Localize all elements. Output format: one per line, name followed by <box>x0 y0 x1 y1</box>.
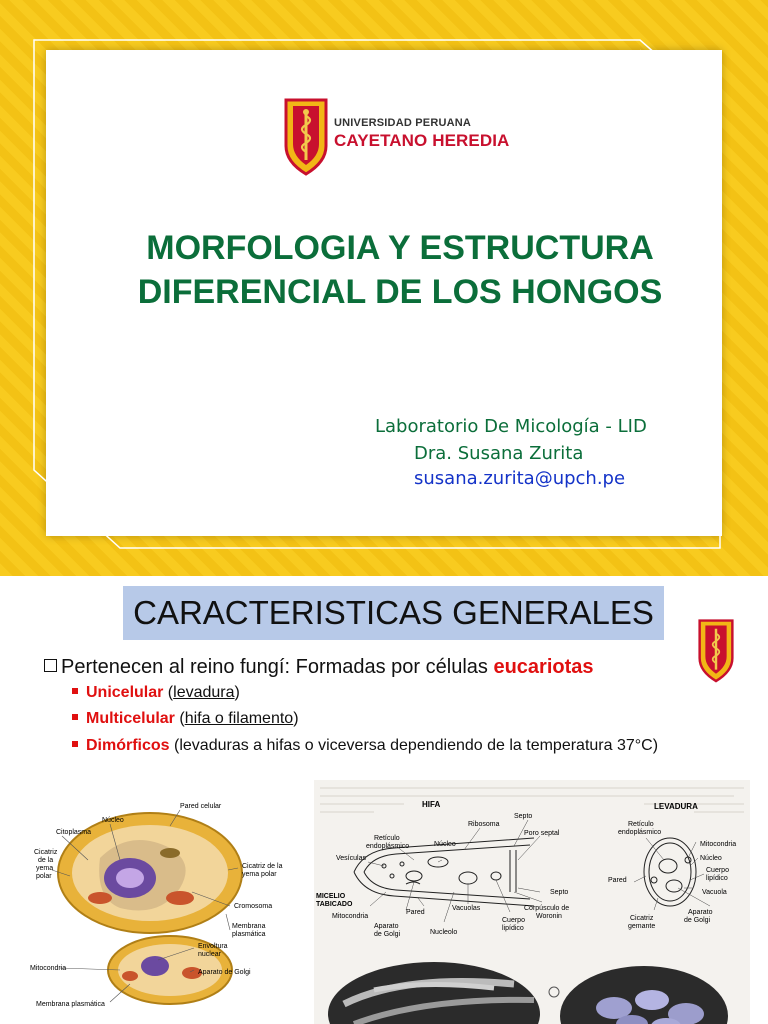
content-slide <box>0 576 768 1024</box>
label-cuerpo-2: lipídico <box>502 925 524 932</box>
paren-open: ( <box>163 684 174 701</box>
paren-open: ( <box>174 710 185 727</box>
label-corpusculo-2: Woronin <box>536 913 562 920</box>
term-unicelular: Unicelular <box>86 684 164 701</box>
label-cicatriz-polar-2: yema polar <box>242 871 277 878</box>
email-link[interactable]: susana.zurita@upch.pe <box>414 468 626 489</box>
slide-heading: CARACTERISTICAS GENERALES <box>133 594 654 631</box>
checkbox-bullet-icon <box>44 659 57 672</box>
label-cicatriz-4: polar <box>36 873 52 880</box>
label-nucleo: Núcleo <box>102 817 124 824</box>
main-bullet-highlight: eucariotas <box>493 656 594 678</box>
label-septo-2: Septo <box>550 889 569 896</box>
label-membrana-2: plasmática <box>232 931 266 938</box>
label-reticulo-1: Retículo <box>374 835 400 842</box>
main-bullet-text: Pertenecen al reino fungí: Formadas por células <box>61 656 494 678</box>
label-aparato-1: Aparato <box>374 923 399 930</box>
label-lev-pared: Pared <box>608 877 627 884</box>
label-mitocondria-hifa: Mitocondria <box>332 913 369 920</box>
label-cicatriz-polar-1: Cicatriz de la <box>242 863 283 870</box>
university-name-line2: CAYETANO HEREDIA <box>334 131 510 150</box>
bullet-unicelular <box>72 684 240 702</box>
label-lev-reticulo-1: Retículo <box>628 821 654 828</box>
label-micelio-2: TABICADO <box>316 901 353 908</box>
label-nucleo-hifa: Núcleo <box>434 841 456 848</box>
university-name-line1: UNIVERSIDAD PERUANA <box>334 117 472 129</box>
dimorficos-description: (levaduras a hifas o viceversa dependiendo de la temperatura 37°C) <box>169 737 659 754</box>
university-shield-logo-small <box>698 616 734 684</box>
label-mitocondria: Mitocondria <box>30 965 67 972</box>
title-line-1: MORFOLOGIA Y ESTRUCTURA <box>146 229 654 267</box>
label-lev-mitocondria: Mitocondria <box>700 841 737 848</box>
label-nucleolo: Nucleolo <box>430 929 458 936</box>
label-aparato-2: de Golgi <box>374 931 401 938</box>
label-lev-nucleo: Núcleo <box>700 855 722 862</box>
lab-name: Laboratorio De Micología - LID <box>375 416 647 437</box>
yeast-cell-illustration <box>30 798 300 1024</box>
label-lev-cuerpo-2: lipídico <box>706 875 728 882</box>
label-membrana-plasmatica: Membrana plasmática <box>36 1001 105 1008</box>
label-levadura: LEVADURA <box>654 802 698 811</box>
label-lev-cicatriz-1: Cicatriz <box>630 915 654 922</box>
label-micelio-1: MICELIO <box>316 893 346 900</box>
label-membrana-1: Membrana <box>232 923 266 930</box>
label-cuerpo-1: Cuerpo <box>502 917 525 924</box>
label-poro-septal: Poro septal <box>524 830 560 837</box>
heading-banner <box>123 586 664 640</box>
label-vacuolas: Vacuolas <box>452 905 481 912</box>
bullet-multicelular <box>72 710 299 728</box>
label-envoltura-2: nuclear <box>198 951 221 958</box>
label-lev-cuerpo-1: Cuerpo <box>706 867 729 874</box>
label-lev-vacuola: Vacuola <box>702 889 727 896</box>
slide-title <box>100 226 700 314</box>
doctor-name: Dra. Susana Zurita <box>414 443 584 464</box>
label-cromosoma: Cromosoma <box>234 903 273 910</box>
bullet-dimorficos <box>72 737 658 755</box>
square-bullet-icon <box>72 714 78 720</box>
square-bullet-icon <box>72 741 78 747</box>
hypha-yeast-diagram <box>314 780 750 1024</box>
square-bullet-icon <box>72 688 78 694</box>
label-ribosoma: Ribosoma <box>468 821 500 828</box>
underlined-hifa: hifa o filamento <box>184 710 294 727</box>
label-pared-celular: Pared celular <box>180 803 222 810</box>
underlined-levadura: levadura <box>173 684 235 701</box>
label-lev-aparato-1: Aparato <box>688 909 713 916</box>
term-dimorficos: Dimórficos <box>86 737 170 754</box>
paren-close: ) <box>234 684 240 701</box>
label-cicatriz-1: Cicatriz <box>34 849 58 856</box>
term-multicelular: Multicelular <box>86 710 175 727</box>
label-envoltura-1: Envoltura <box>198 943 228 950</box>
label-lev-aparato-2: de Golgi <box>684 917 711 924</box>
label-septo: Septo <box>514 813 533 820</box>
label-lev-reticulo-2: endoplásmico <box>618 829 662 836</box>
paren-close: ) <box>293 710 299 727</box>
label-pared-hifa: Pared <box>406 909 425 916</box>
label-lev-cicatriz-2: gemante <box>628 923 656 930</box>
label-citoplasma: Citoplasma <box>56 829 92 836</box>
university-shield-logo <box>284 96 328 176</box>
title-line-2: DIFERENCIAL DE LOS HONGOS <box>137 273 663 312</box>
label-cicatriz-2: de la <box>38 857 54 864</box>
label-vesiculas: Vesículas <box>336 855 366 862</box>
label-corpusculo-1: Corpúsculo de <box>524 905 570 912</box>
label-reticulo-2: endoplásmico <box>366 843 410 850</box>
label-golgi: Aparato de Golgi <box>198 969 251 976</box>
main-bullet <box>44 656 594 679</box>
label-hifa: HIFA <box>422 800 441 809</box>
label-cicatriz-3: yema <box>36 865 54 872</box>
